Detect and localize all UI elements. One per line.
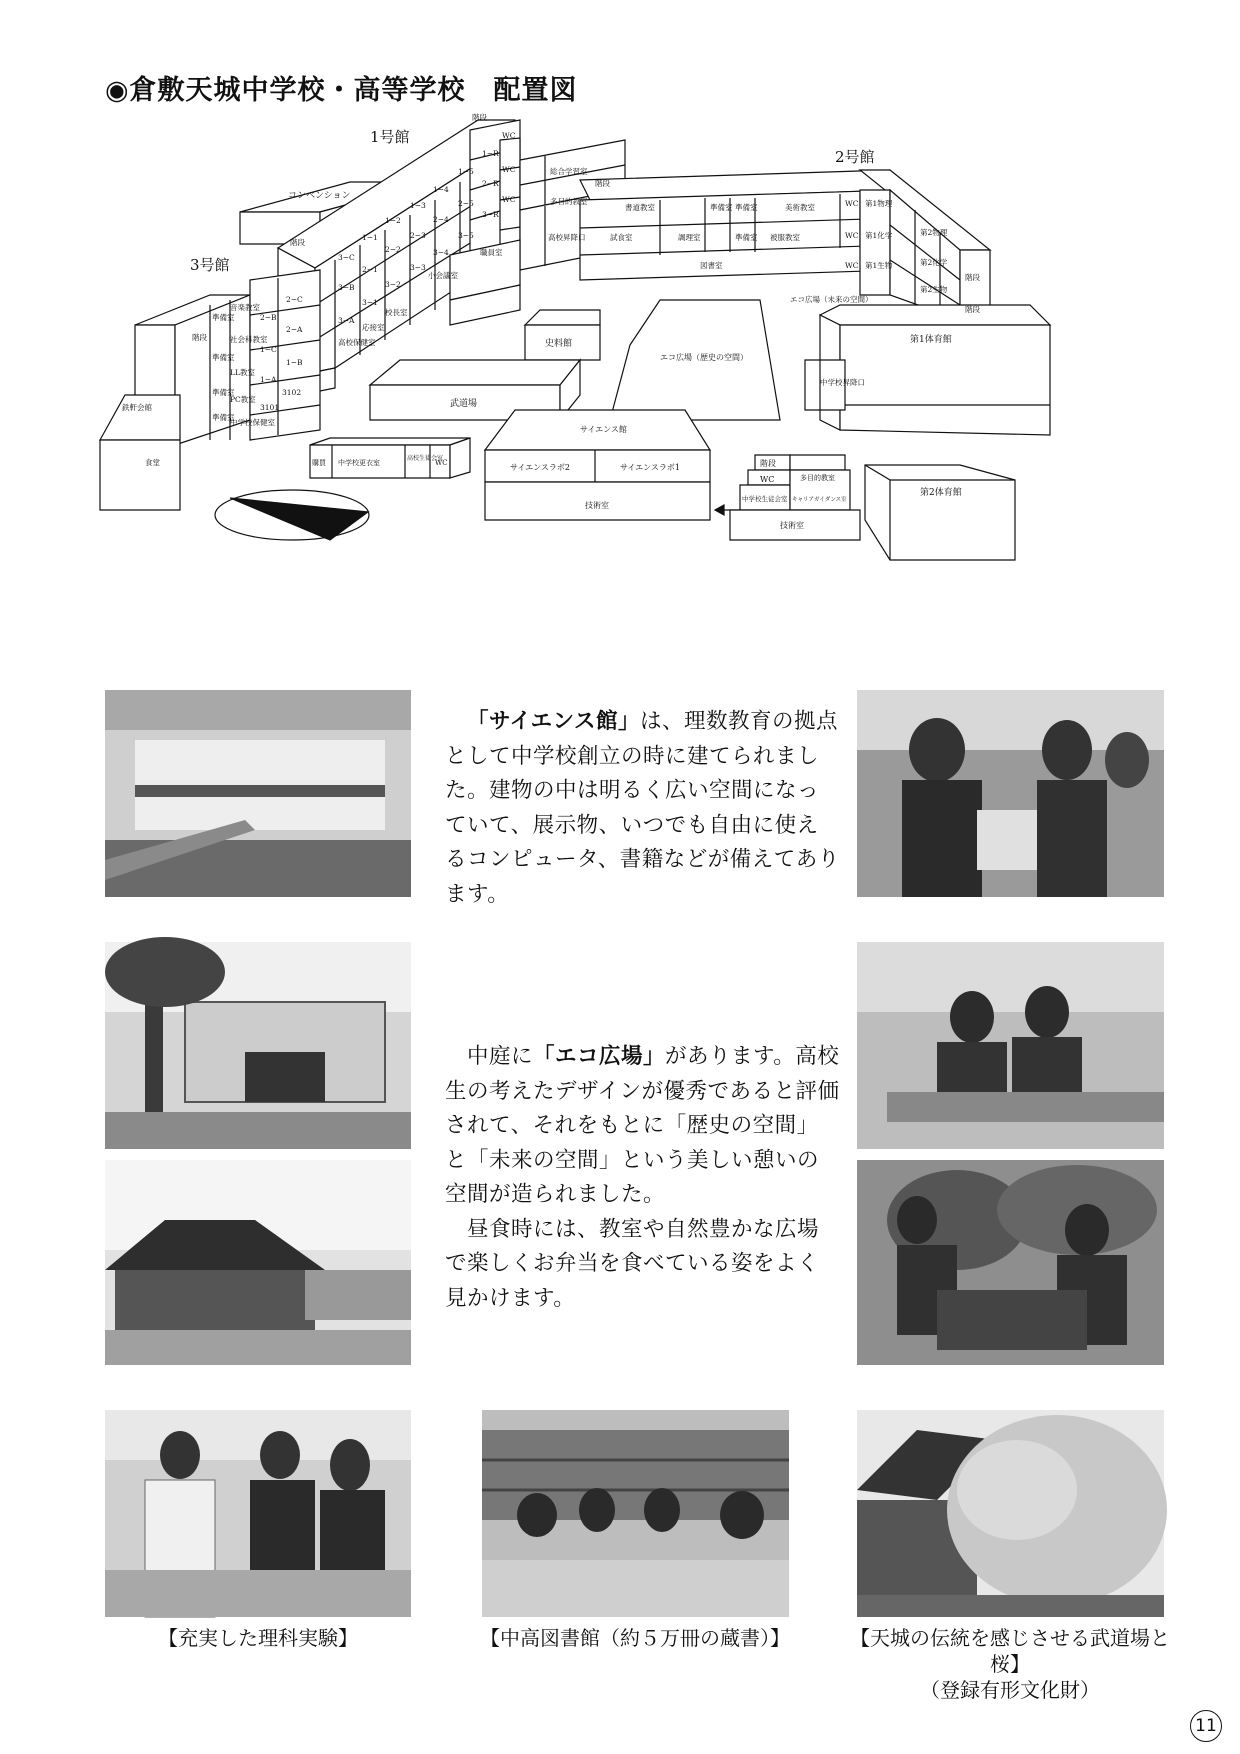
- tesseki-label: 鉄軒会館: [122, 403, 152, 412]
- building-1-east-wing: [470, 120, 520, 260]
- photo-building-courtyard: [105, 942, 411, 1149]
- room-label: 応接室: [362, 323, 385, 332]
- ms-changing-label: 中学校更衣室: [338, 459, 380, 467]
- room-label: WC: [502, 195, 516, 204]
- page-title: ◉倉敷天城中学校・高等学校 配置図: [105, 75, 578, 106]
- room-label: 校長室: [385, 308, 408, 317]
- science-lab-1-label: サイエンスラボ1: [620, 463, 680, 472]
- room-label: 音楽教室: [230, 303, 260, 312]
- inset-wc-label: WC: [760, 475, 775, 484]
- room-label: 3−4: [433, 248, 449, 257]
- room-label: 3−C: [338, 253, 355, 262]
- science-hall: [485, 410, 710, 520]
- photo-science-experiment: [105, 1410, 411, 1617]
- store-wc-label: WC: [435, 459, 448, 467]
- building-2-name: 2号館: [835, 148, 875, 166]
- eco-history-title: エコ広場（歴史の空間）: [660, 353, 748, 362]
- room-label: 階段: [290, 238, 305, 247]
- photo-library: [482, 1410, 789, 1617]
- science-hall-body: は、理数教育の拠点として中学校創立の時に建てられました。建物の中は明るく広い空間になっていて、展示物、いつでも自由に使えるコンピュータ、書籍などが備えてあります。: [445, 709, 840, 907]
- building-2-lab-wing: [860, 170, 990, 320]
- room-label: 階段: [965, 305, 980, 314]
- room-label: 3−R: [482, 210, 499, 219]
- room-label: 第2化学: [920, 258, 948, 267]
- room-label: WC: [845, 261, 859, 270]
- room-label: 3−5: [458, 231, 474, 240]
- lunch-description: 昼食時には、教室や自然豊かな広場で楽しくお弁当を食べている姿をよく見かけます。: [445, 1216, 820, 1311]
- room-label: WC: [502, 165, 516, 174]
- cafeteria-label: 食堂: [145, 458, 160, 467]
- room-label: 準備室: [212, 313, 235, 322]
- room-label: 準備室: [212, 353, 235, 362]
- room-label: 1−3: [410, 201, 426, 210]
- photo-placeholder: [857, 942, 1164, 1149]
- room-label: 準備室: [212, 388, 235, 397]
- room-label: 第2物理: [920, 228, 948, 237]
- room-label: 準備室: [710, 203, 733, 212]
- eco-future-label: エコ広場（未来の空間）: [790, 295, 873, 304]
- room-label: 試食室: [610, 233, 633, 242]
- photo-placeholder: [857, 1160, 1164, 1365]
- room-label: 準備室: [735, 233, 758, 242]
- eco-plaza-keyword: 「エコ広場」: [533, 1044, 666, 1069]
- building-1-name: 1号館: [370, 128, 410, 146]
- photo-budo-hall-wide: [105, 1160, 411, 1365]
- photo-science-lab-students: [857, 690, 1164, 897]
- inset-tech-label: 技術室: [780, 521, 804, 530]
- tech-room-label: 技術室: [585, 501, 609, 510]
- room-label: 中学校保健室: [230, 418, 275, 427]
- photo-students-lunch: [857, 1160, 1164, 1365]
- photo-placeholder: [105, 942, 411, 1149]
- room-label: 1−4: [433, 185, 449, 194]
- room-label: 第2生物: [920, 285, 948, 294]
- room-label: 3−A: [338, 316, 355, 325]
- room-label: 職員室: [480, 248, 503, 257]
- room-label: WC: [845, 231, 859, 240]
- store-row: [310, 438, 470, 478]
- room-label: 3−3: [410, 263, 426, 272]
- room-label: 小会議室: [428, 271, 458, 280]
- photo-students-on-bench: [857, 942, 1164, 1149]
- room-label: 1−R: [482, 149, 499, 158]
- room-label: 1−1: [362, 233, 378, 242]
- inset-multipurpose-label: 多目的教室: [800, 474, 835, 482]
- room-label: 3−2: [385, 280, 401, 289]
- room-label: 3−B: [338, 283, 355, 292]
- building-3-name: 3号館: [190, 256, 230, 274]
- photo-placeholder: [857, 1410, 1164, 1617]
- room-label: 2−R: [482, 179, 499, 188]
- room-label: 準備室: [212, 413, 235, 422]
- room-label: 階段: [595, 179, 610, 188]
- room-label: 1−C: [260, 345, 277, 354]
- room-label: WC: [845, 199, 859, 208]
- photo-placeholder: [105, 690, 411, 897]
- caption-budo: [840, 1625, 1180, 1703]
- inset-stairs-label: 階段: [760, 459, 776, 468]
- room-label: 第1生物: [865, 261, 893, 270]
- room-label: 被服教室: [770, 233, 800, 242]
- room-label: LL教室: [230, 368, 255, 377]
- caption-budo-line1: 【天城の伝統を感じさせる武道場と桜】: [850, 1626, 1170, 1676]
- room-label: 2−C: [286, 295, 303, 304]
- room-label: 2−5: [458, 199, 474, 208]
- room-label: 階段: [192, 333, 207, 342]
- room-label: 多目的教室: [550, 197, 588, 206]
- photo-placeholder: [105, 1410, 411, 1617]
- room-label: 第1物理: [865, 199, 893, 208]
- room-label: 3−1: [362, 298, 378, 307]
- eco-plaza-intro: 中庭に: [467, 1044, 534, 1069]
- archive-label: 史料館: [545, 339, 573, 349]
- room-label: 調理室: [678, 233, 701, 242]
- room-label: 2−3: [410, 231, 426, 240]
- room-label: 総合学習室: [550, 167, 588, 176]
- eco-plaza-body: があります。高校生の考えたデザインが優秀であると評価されて、それをもとに「歴史の空間」と「未来の空間」という美しい憩いの空間が造られました。: [445, 1044, 840, 1207]
- convention-label: コンベンション: [288, 191, 351, 201]
- page-number: 11: [1190, 1710, 1222, 1742]
- photo-placeholder: [857, 690, 1164, 897]
- room-label: 準備室: [735, 203, 758, 212]
- caption-budo-line2: （登録有形文化財）: [920, 1678, 1100, 1702]
- gym-1: [820, 305, 1050, 435]
- room-label: 中学校昇降口: [820, 378, 865, 387]
- room-label: 2−2: [385, 245, 401, 254]
- room-label: 階段: [472, 113, 487, 122]
- campus-layout-map: [100, 113, 1140, 640]
- science-hall-inset: [730, 455, 860, 540]
- room-label: 美術教室: [785, 203, 815, 212]
- room-label: 2−B: [260, 313, 277, 322]
- room-label: 書道教室: [625, 203, 655, 212]
- room-label: 第1化学: [865, 231, 893, 240]
- room-label: 2−A: [286, 325, 303, 334]
- room-label: 社会科教室: [230, 335, 268, 344]
- eco-plaza-description: [445, 1040, 840, 1316]
- gym-2-label: 第2体育館: [920, 488, 962, 498]
- room-label: 1−5: [458, 167, 474, 176]
- room-label: 高校保健室: [338, 338, 376, 347]
- room-label: 高校昇降口: [548, 233, 586, 242]
- room-label: 2−1: [362, 265, 378, 274]
- photo-budo-cherry-blossom: [857, 1410, 1164, 1617]
- archive-hall: [525, 310, 600, 360]
- room-label: 1−B: [286, 358, 303, 367]
- cafeteria-hall: [100, 395, 180, 510]
- room-label: PC教室: [230, 395, 256, 404]
- room-label: 1−A: [260, 375, 277, 384]
- room-label: 3101: [260, 403, 280, 412]
- budo-label: 武道場: [450, 399, 478, 409]
- photo-placeholder: [482, 1410, 789, 1617]
- science-hall-keyword: 「サイエンス館」: [467, 709, 640, 734]
- inset-career-label: キャリアガイダンス室: [792, 497, 847, 503]
- compass-icon: [215, 490, 369, 540]
- room-label: 2−4: [433, 215, 449, 224]
- hs-council-label: 高校生徒会室: [407, 455, 444, 462]
- room-label: 図書室: [700, 261, 723, 270]
- inset-ms-council-label: 中学校生徒会室: [742, 495, 788, 503]
- room-label: WC: [502, 131, 516, 140]
- photo-science-hall-exterior: [105, 690, 411, 897]
- photo-placeholder: [105, 1160, 411, 1365]
- science-hall-label: サイエンス館: [580, 425, 627, 434]
- eco-plaza-history: [610, 300, 780, 420]
- room-label: 1−2: [385, 216, 401, 225]
- gym-2: [865, 465, 1015, 560]
- science-hall-description: [445, 705, 840, 912]
- caption-library: 【中高図書館（約５万冊の蔵書）】: [480, 1626, 790, 1650]
- gym-1-label: 第1体育館: [910, 335, 952, 345]
- room-label: 階段: [965, 273, 980, 282]
- caption-science-experiment: 【充実した理科実験】: [158, 1626, 358, 1650]
- store-label: 購買: [312, 459, 326, 467]
- science-lab-2-label: サイエンスラボ2: [510, 463, 570, 472]
- room-label: 3102: [282, 388, 302, 397]
